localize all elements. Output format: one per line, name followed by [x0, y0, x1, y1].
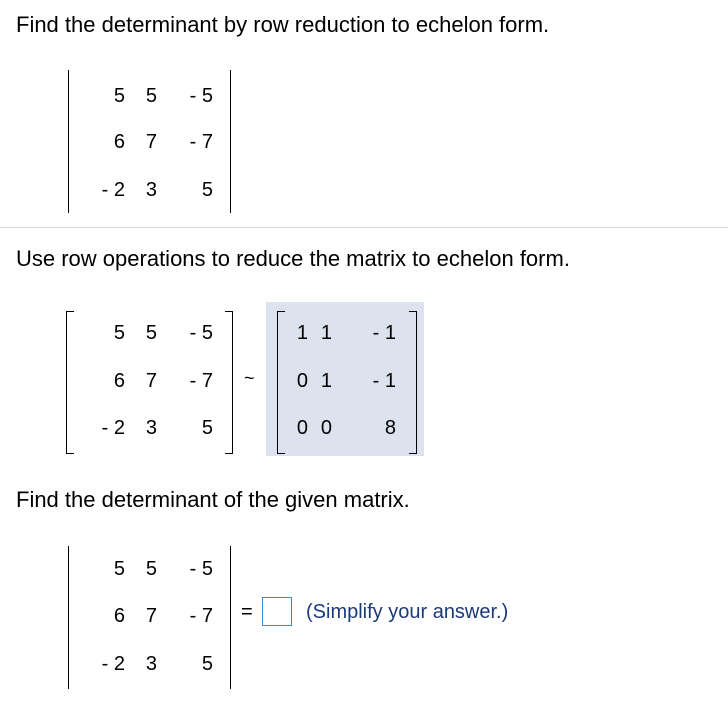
matrix-cell: - 1 — [372, 370, 396, 392]
matrix-cell: 5 — [145, 85, 157, 107]
question-prompt: Find the determinant by row reduction to echelon form. — [16, 12, 550, 37]
matrix-cell: 5 — [113, 85, 125, 107]
matrix-cell: 8 — [384, 417, 396, 439]
right-bracket — [409, 311, 417, 454]
matrix-cell: - 7 — [189, 605, 213, 627]
det-left-bar — [68, 70, 69, 213]
matrix-cell: - 2 — [101, 653, 125, 675]
matrix-cell: 7 — [145, 370, 157, 392]
matrix-cell: 6 — [113, 370, 125, 392]
matrix-cell: 7 — [145, 605, 157, 627]
matrix-cell: 5 — [113, 322, 125, 344]
matrix-cell: - 2 — [101, 417, 125, 439]
matrix-cell: 3 — [145, 653, 157, 675]
det-right-bar — [230, 70, 231, 213]
matrix-cell: 6 — [113, 131, 125, 153]
matrix-cell: - 2 — [101, 179, 125, 201]
matrix-cell: 5 — [201, 417, 213, 439]
matrix-cell: 5 — [145, 558, 157, 580]
left-bracket — [66, 311, 74, 454]
matrix-cell: 1 — [296, 322, 308, 344]
matrix-cell: 7 — [145, 131, 157, 153]
matrix-cell: - 7 — [189, 131, 213, 153]
matrix-cell: - 5 — [189, 85, 213, 107]
matrix-cell: - 7 — [189, 370, 213, 392]
matrix-cell: 1 — [320, 322, 332, 344]
det-right-bar — [230, 546, 231, 689]
determinant-answer-input[interactable] — [262, 597, 292, 626]
section-divider — [0, 227, 728, 228]
matrix-cell: 0 — [320, 417, 332, 439]
matrix-cell: 5 — [201, 653, 213, 675]
row-equivalence-symbol: ~ — [244, 368, 255, 388]
step2-instruction: Find the determinant of the given matrix. — [16, 487, 410, 512]
matrix-cell: - 5 — [189, 322, 213, 344]
det-left-bar — [68, 546, 69, 689]
right-bracket — [225, 311, 233, 454]
matrix-cell: 5 — [201, 179, 213, 201]
matrix-cell: 3 — [145, 179, 157, 201]
left-bracket — [277, 311, 285, 454]
matrix-cell: - 5 — [189, 558, 213, 580]
matrix-cell: 0 — [296, 417, 308, 439]
matrix-cell: - 1 — [372, 322, 396, 344]
step1-instruction: Use row operations to reduce the matrix to echelon form. — [16, 246, 570, 271]
matrix-cell: 3 — [145, 417, 157, 439]
matrix-cell: 5 — [113, 558, 125, 580]
simplify-hint: (Simplify your answer.) — [306, 601, 509, 623]
matrix-cell: 0 — [296, 370, 308, 392]
matrix-cell: 1 — [320, 370, 332, 392]
matrix-cell: 5 — [145, 322, 157, 344]
matrix-cell: 6 — [113, 605, 125, 627]
equals-sign: = — [241, 601, 253, 623]
